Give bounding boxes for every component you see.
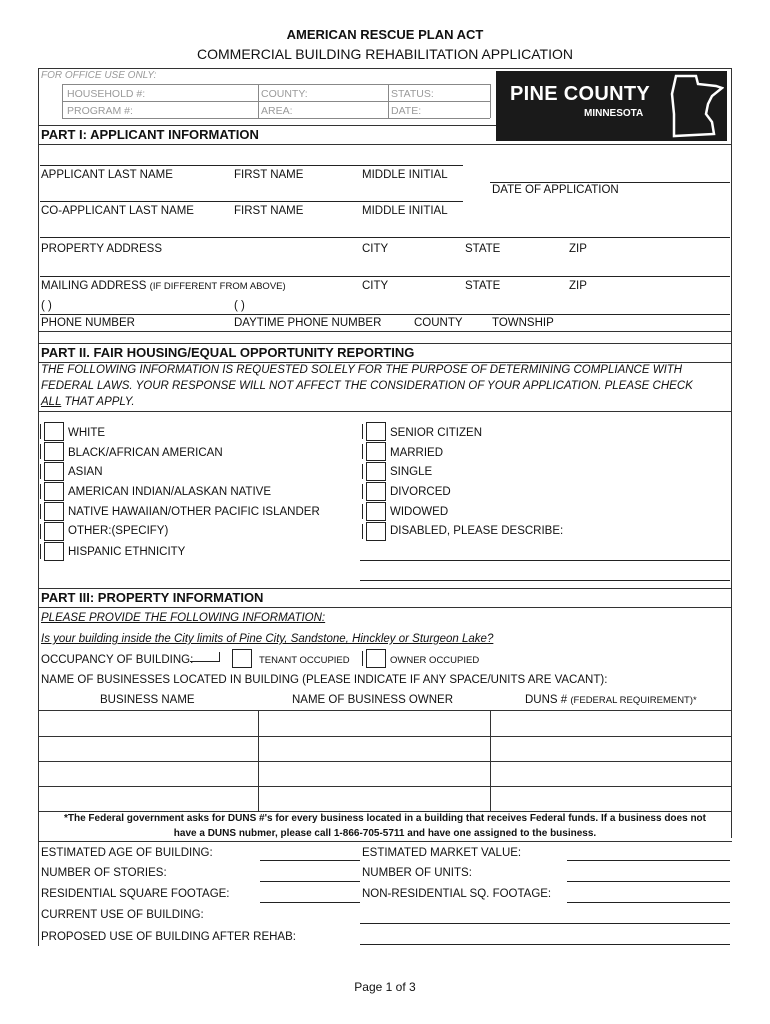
part2-note-underline: [38, 411, 732, 412]
first-name2-label: FIRST NAME: [234, 205, 304, 217]
nonres-sqft-field[interactable]: [567, 902, 730, 903]
office-divider-1: [62, 84, 63, 118]
logo-state: MINNESOTA: [584, 108, 644, 119]
checkbox-owner[interactable]: [366, 649, 386, 668]
label-asian: ASIAN: [68, 466, 103, 478]
coapplicant-last-label: CO-APPLICANT LAST NAME: [41, 205, 194, 217]
business-owner-cell-1[interactable]: [259, 712, 489, 735]
stories-label: NUMBER OF STORIES:: [41, 867, 167, 879]
checkbox-divorced[interactable]: [366, 482, 386, 501]
col-duns-note: (FEDERAL REQUIREMENT)*: [570, 695, 697, 706]
duns-note-1: *The Federal government asks for DUNS #'s for every business located in a building that receives Federal funds. If a business does not: [63, 813, 706, 824]
property-address-field[interactable]: [40, 237, 730, 238]
minnesota-map-icon: [666, 74, 724, 138]
household-label: HOUSEHOLD #:: [67, 88, 146, 100]
checkbox-disabled[interactable]: [366, 522, 386, 541]
city-label: CITY: [362, 243, 389, 255]
label-senior: SENIOR CITIZEN: [390, 427, 483, 439]
checkbox-widowed[interactable]: [366, 502, 386, 521]
business-name-cell-1[interactable]: [40, 712, 257, 735]
county-office-label: COUNTY:: [261, 88, 308, 100]
part2-note-3: [41, 396, 135, 408]
note-rest: THAT APPLY.: [61, 396, 135, 408]
col-duns-text: DUNS #: [525, 694, 568, 706]
office-divider-2: [258, 84, 259, 118]
office-use-label: FOR OFFICE USE ONLY:: [41, 70, 157, 81]
nonres-sqft-label: NON-RESIDENTIAL SQ. FOOTAGE:: [362, 888, 552, 900]
table-line-3: [38, 761, 732, 762]
label-pacific-islander: NATIVE HAWAIIAN/OTHER PACIFIC ISLANDER: [68, 506, 320, 518]
top-border: [38, 68, 732, 69]
part3-provide: PLEASE PROVIDE THE FOLLOWING INFORMATION:: [41, 612, 326, 624]
middle-initial-label: MIDDLE INITIAL: [362, 169, 448, 181]
mailing-note: (IF DIFFERENT FROM ABOVE): [149, 281, 286, 292]
checkbox-asian[interactable]: [44, 462, 64, 481]
office-divider-4: [490, 84, 491, 118]
label-single: SINGLE: [390, 466, 433, 478]
city2-label: CITY: [362, 280, 389, 292]
current-use-field[interactable]: [360, 923, 730, 924]
checkbox-black[interactable]: [44, 442, 64, 461]
table-line-5: [38, 811, 732, 812]
businesses-label: NAME OF BUSINESSES LOCATED IN BUILDING (PLEASE INDICATE IF ANY SPACE/UNITS ARE VACANT):: [41, 674, 608, 686]
part1-top-line: [38, 125, 496, 126]
date-of-application-field[interactable]: [490, 182, 730, 183]
proposed-use-label: PROPOSED USE OF BUILDING AFTER REHAB:: [41, 931, 296, 943]
proposed-use-field[interactable]: [360, 944, 730, 945]
status-label: STATUS:: [391, 88, 434, 100]
checkbox-pacific-islander[interactable]: [44, 502, 64, 521]
program-label: PROGRAM #:: [67, 105, 133, 117]
part2-note-2: FEDERAL LAWS. YOUR RESPONSE WILL NOT AFFECT THE CONSIDERATION OF YOUR APPLICATION. PLEASE CHECK: [41, 380, 693, 392]
part1-title-underline: [38, 144, 732, 145]
checkbox-american-indian[interactable]: [44, 482, 64, 501]
tenant-label: TENANT OCCUPIED: [259, 655, 350, 666]
office-line-mid: [62, 101, 490, 102]
disabled-describe-field-2[interactable]: [360, 580, 730, 581]
city-limits-question: Is your building inside the City limits of Pine City, Sandstone, Hinckley or Sturgeon Lake?: [41, 633, 494, 645]
label-divorced: DIVORCED: [390, 486, 451, 498]
duns-cell-1[interactable]: [491, 712, 730, 735]
zip-label: ZIP: [569, 243, 587, 255]
phone-number-label: PHONE NUMBER: [41, 317, 135, 329]
label-white: WHITE: [68, 427, 106, 439]
property-address-label: PROPERTY ADDRESS: [41, 243, 163, 255]
first-name-label: FIRST NAME: [234, 169, 304, 181]
township-label: TOWNSHIP: [492, 317, 554, 329]
part3-top-line: [38, 588, 732, 589]
middle-initial2-label: MIDDLE INITIAL: [362, 205, 448, 217]
col-duns: [525, 694, 697, 706]
res-sqft-label: RESIDENTIAL SQUARE FOOTAGE:: [41, 888, 230, 900]
units-field[interactable]: [567, 881, 730, 882]
label-black: BLACK/AFRICAN AMERICAN: [68, 447, 223, 459]
zip2-label: ZIP: [569, 280, 587, 292]
right-border: [731, 68, 732, 838]
area-label: AREA:: [261, 105, 293, 117]
pine-county-logo: [496, 71, 727, 141]
daytime-phone-label: DAYTIME PHONE NUMBER: [234, 317, 382, 329]
mailing-address-label: [41, 280, 286, 292]
state2-label: STATE: [465, 280, 501, 292]
table-line-2: [38, 736, 732, 737]
col-business-name: BUSINESS NAME: [100, 694, 195, 706]
part3-title-underline: [38, 607, 732, 608]
county-label: COUNTY: [414, 317, 463, 329]
duns-note-underline: [38, 841, 732, 842]
checkbox-senior[interactable]: [366, 422, 386, 441]
applicant-name-field[interactable]: [40, 165, 463, 166]
age-field[interactable]: [260, 860, 360, 861]
phone-area-paren: ( ): [41, 300, 52, 312]
occupancy-label: OCCUPANCY OF BUILDING:: [41, 654, 194, 666]
label-hispanic: HISPANIC ETHNICITY: [68, 546, 186, 558]
form-subtitle: COMMERCIAL BUILDING REHABILITATION APPLICATION: [197, 46, 573, 62]
checkbox-married[interactable]: [366, 442, 386, 461]
part1-title: PART I: APPLICANT INFORMATION: [41, 127, 259, 142]
daytime-area-paren: ( ): [234, 300, 245, 312]
owner-label: OWNER OCCUPIED: [390, 655, 480, 666]
part2-title-underline: [38, 362, 732, 363]
note-all: ALL: [41, 396, 62, 408]
phone-row-field[interactable]: [40, 314, 730, 315]
market-value-label: ESTIMATED MARKET VALUE:: [362, 847, 522, 859]
disabled-describe-field-1[interactable]: [360, 560, 730, 561]
date-of-application-label: DATE OF APPLICATION: [492, 184, 619, 196]
state-label: STATE: [465, 243, 501, 255]
stories-field[interactable]: [260, 881, 360, 882]
table-line-1: [38, 710, 732, 711]
date-office-label: DATE:: [391, 105, 422, 117]
checkbox-single[interactable]: [366, 462, 386, 481]
applicant-last-label: APPLICANT LAST NAME: [41, 169, 173, 181]
page-number: Page 1 of 3: [354, 980, 416, 994]
mailing-address-text: MAILING ADDRESS: [41, 280, 147, 292]
office-divider-3: [388, 84, 389, 118]
part1-bottom-line: [38, 331, 732, 332]
duns-note-2: have a DUNS nubmer, please call 1-866-705-5711 and have one assigned to the business.: [173, 828, 597, 839]
mailing-address-field[interactable]: [40, 276, 730, 277]
coapplicant-name-field[interactable]: [40, 201, 463, 202]
col-business-owner: NAME OF BUSINESS OWNER: [292, 694, 454, 706]
label-other: OTHER:(SPECIFY): [68, 525, 169, 537]
label-married: MARRIED: [390, 447, 444, 459]
label-disabled: DISABLED, PLEASE DESCRIBE:: [390, 525, 564, 537]
logo-name: PINE COUNTY: [510, 83, 650, 105]
office-line-top: [62, 84, 490, 85]
part2-note-1: THE FOLLOWING INFORMATION IS REQUESTED SOLELY FOR THE PURPOSE OF DETERMINING COMPLIANCE WITH: [41, 364, 683, 376]
res-sqft-field[interactable]: [260, 902, 360, 903]
current-use-label: CURRENT USE OF BUILDING:: [41, 909, 204, 921]
checkbox-white[interactable]: [44, 422, 64, 441]
checkbox-hispanic[interactable]: [44, 542, 64, 561]
label-american-indian: AMERICAN INDIAN/ALASKAN NATIVE: [68, 486, 271, 498]
part2-title: PART II. FAIR HOUSING/EQUAL OPPORTUNITY REPORTING: [41, 345, 415, 360]
part2-top-line: [38, 343, 732, 344]
label-widowed: WIDOWED: [390, 506, 449, 518]
checkbox-other[interactable]: [44, 522, 64, 541]
form-title: AMERICAN RESCUE PLAN ACT: [286, 27, 484, 42]
checkbox-tenant[interactable]: [232, 649, 252, 668]
table-line-4: [38, 786, 732, 787]
age-label: ESTIMATED AGE OF BUILDING:: [41, 847, 213, 859]
part3-title: PART III: PROPERTY INFORMATION: [41, 590, 264, 605]
occupancy-mark: [190, 652, 220, 662]
units-label: NUMBER OF UNITS:: [362, 867, 472, 879]
office-line-bot: [62, 118, 490, 119]
market-value-field[interactable]: [567, 860, 730, 861]
